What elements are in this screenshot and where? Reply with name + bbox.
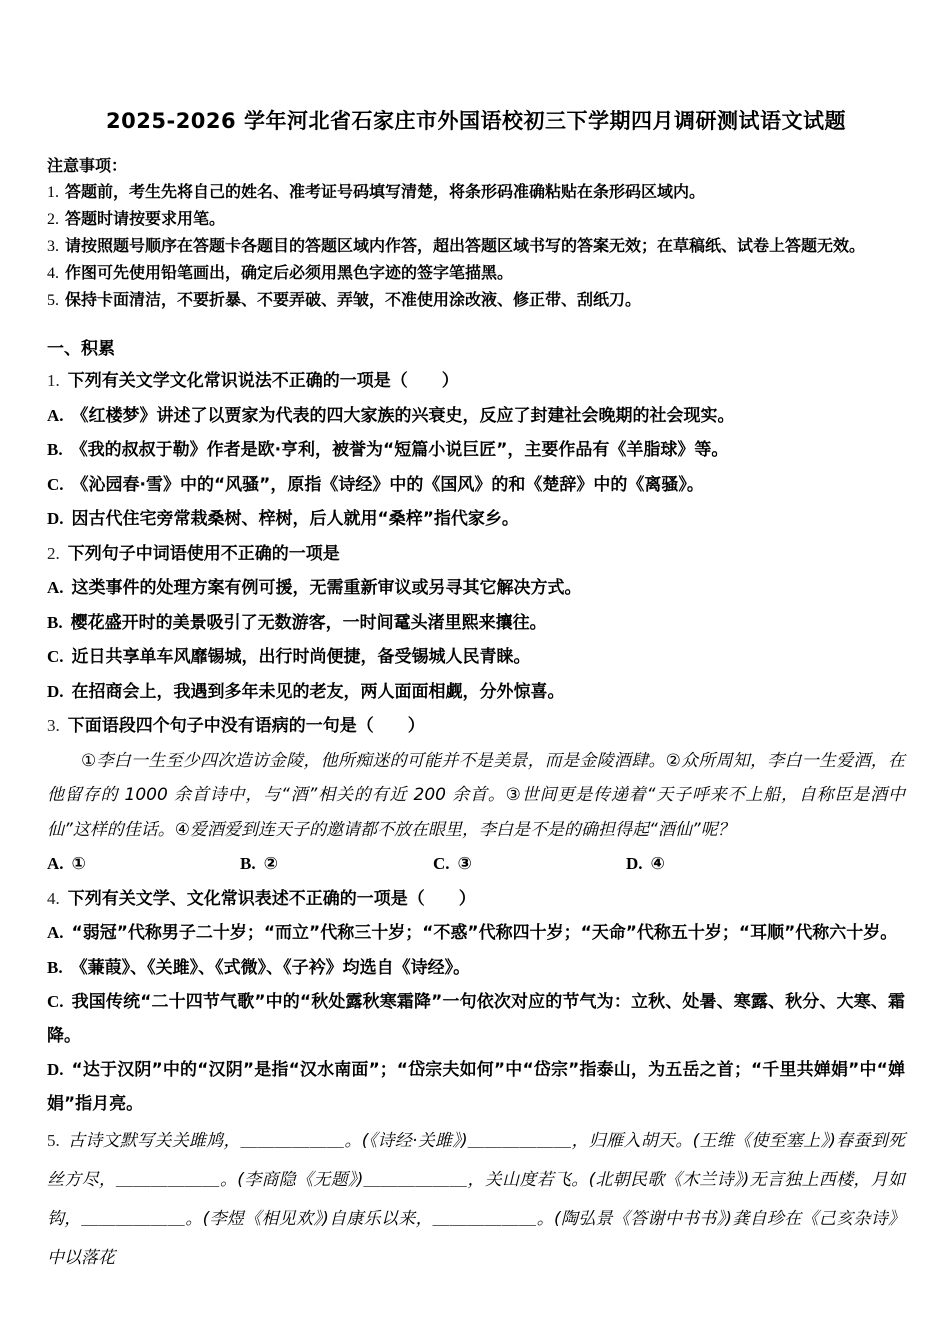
option-label: C. [47,474,64,494]
question-stem-text: 下列句子中词语使用不正确的一项是 [67,543,340,564]
option-text: 《蒹葭》、《关雎》、《式微》、《子衿》均选自《诗经》。 [70,957,471,978]
option-label: A. [47,578,64,597]
question-stem [47,1121,905,1278]
option-label: D. [47,509,64,528]
question-passage: ①李白一生至少四次造访金陵，他所痴迷的可能并不是美景，而是金陵酒肆。②众所周知，李白一生爱酒，在他留存的 1000 余首诗中，与“酒”相关的有近 200 余首。③世间更是传递着“天子呼来不上船，自称臣是酒中仙”这样的佳话。④爱酒爱到连天子的邀请都不放在眼里，李白是不是的确担得起“酒仙”呢？ [47,750,905,840]
question-stem-text: 古诗文默写关关雎鸠，＿＿＿＿＿＿。(《诗经·关雎》)＿＿＿＿＿＿，归雁入胡天。(王维《使至塞上》)春蚕到死丝方尽，＿＿＿＿＿＿。(李商隐《无题》)＿＿＿＿＿＿，关山度若飞。(北朝民歌《木兰诗》)无言独上西楼，月如钩，＿＿＿＿＿＿。(李煜《相见欢》)自康乐以来，＿＿＿＿＿＿。(陶弘景《答谢中书书》)龚自珍在《己亥杂诗》中以落花 [47,1131,905,1268]
option-d [626,847,819,882]
question-3 [47,709,905,882]
question-number: 1. [47,371,60,390]
option-b [47,433,905,468]
option-text: 樱花盛开时的美景吸引了无数游客，一时间鼋头渚里熙来攘往。 [70,612,547,633]
notice-item [47,233,905,260]
option-b [240,847,433,882]
option-text: ② [263,854,278,874]
option-label: B. [47,440,63,459]
question-5 [47,1121,905,1278]
option-label: B. [47,957,63,977]
option-text: 我国传统“二十四节气歌”中的“秋处露秋寒霜降”一句依次对应的节气为：立秋、处暑、寒露、秋分、大寒、霜降。 [47,992,905,1046]
option-text: 《沁园春·雪》中的“风骚”，原指《诗经》中的《国风》的和《楚辞》中的《离骚》。 [71,474,704,495]
option-text: ④ [650,854,665,874]
question-stem-text: 下列有关文学文化常识说法不正确的一项是（ ） [67,371,459,391]
question-stem-text: 下面语段四个句子中没有语病的一句是（ ） [67,716,425,736]
option-label: A. [47,854,64,873]
option-label: A. [47,405,64,425]
question-stem-text: 下列有关文学、文化常识表述不正确的一项是（ ） [67,888,476,909]
option-label: C. [47,992,64,1011]
notice-item-text: 作图可先使用铅笔画出，确定后必须用黑色字迹的签字笔描黑。 [65,263,514,282]
option-label: A. [47,923,64,942]
option-a [47,571,905,606]
option-label: D. [47,681,64,701]
question-stem [47,709,905,744]
option-d [47,675,905,710]
option-c [47,468,905,503]
option-text: ① [71,854,86,874]
question-number: 3. [47,716,60,735]
option-c [47,985,905,1053]
question-2 [47,537,905,710]
option-c [433,847,626,882]
question-stem [47,537,905,572]
notice-item-number: 1. [47,184,59,201]
notice-item-text: 请按照题号顺序在答题卡各题目的答题区域内作答，超出答题区域书写的答案无效；在草稿纸、试卷上答题无效。 [65,236,866,255]
option-label: C. [47,647,64,666]
option-text: 这类事件的处理方案有例可援，无需重新审议或另寻其它解决方式。 [71,578,582,598]
notice-item-text: 答题前，考生先将自己的姓名、准考证号码填写清楚，将条形码准确粘贴在条形码区域内。 [65,182,706,201]
option-text: ③ [457,854,472,874]
page-title: 2025-2026 学年河北省石家庄市外国语校初三下学期四月调研测试语文试题 [106,109,846,133]
notice-heading: 注意事项： [47,156,128,175]
option-text: 《红楼梦》讲述了以贾家为代表的四大家族的兴衰史，反应了封建社会晚期的社会现实。 [71,405,735,426]
option-label: D. [626,854,643,873]
option-text: 因古代住宅旁常栽桑树、梓树，后人就用“桑梓”指代家乡。 [71,509,519,529]
notice-item [47,206,905,233]
option-label: B. [240,854,256,873]
notice-item [47,287,905,314]
option-text: “弱冠”代称男子二十岁；“而立”代称三十岁；“不惑”代称四十岁；“天命”代称五十岁；“耳顺”代称六十岁。 [71,923,898,943]
question-number: 5. [47,1131,60,1150]
notice-item-number: 2. [47,211,59,228]
option-d [47,502,905,537]
question-number: 2. [47,543,60,563]
question-number: 4. [47,888,60,908]
option-a [47,916,905,951]
option-a [47,847,240,882]
notice-item [47,179,905,206]
option-b [47,951,905,986]
notice-item-number: 5. [47,292,59,309]
question-1 [47,364,905,537]
inline-options-row [47,847,905,882]
section-heading-accumulation: 一、积累 [47,339,115,359]
notice-item-text: 保持卡面清洁，不要折暴、不要弄破、弄皱，不准使用涂改液、修正带、刮纸刀。 [65,290,642,309]
notice-item [47,260,905,287]
option-d [47,1053,905,1121]
option-text: 《我的叔叔于勒》作者是欧·亨利，被誉为“短篇小说巨匠”，主要作品有《羊脂球》等。 [70,440,729,460]
notice-item-number: 3. [47,238,59,255]
notice-item-text: 答题时请按要求用笔。 [65,209,226,228]
question-4 [47,882,905,1122]
option-a [47,399,905,434]
option-label: B. [47,612,63,632]
option-text: “达于汉阴”中的“汉阴”是指“汉水南面”；“岱宗夫如何”中“岱宗”指泰山，为五岳之首；“千里共婵娟”中“婵娟”指月亮。 [47,1060,905,1114]
option-label: D. [47,1060,64,1079]
option-text: 近日共享单车风靡锡城，出行时尚便捷，备受锡城人民青睐。 [71,647,531,667]
option-b [47,606,905,641]
notice-item-number: 4. [47,265,59,282]
question-stem [47,882,905,917]
question-stem [47,364,905,399]
option-text: 在招商会上，我遇到多年未见的老友，两人面面相觑，分外惊喜。 [71,681,565,702]
option-c [47,640,905,675]
option-label: C. [433,854,450,873]
